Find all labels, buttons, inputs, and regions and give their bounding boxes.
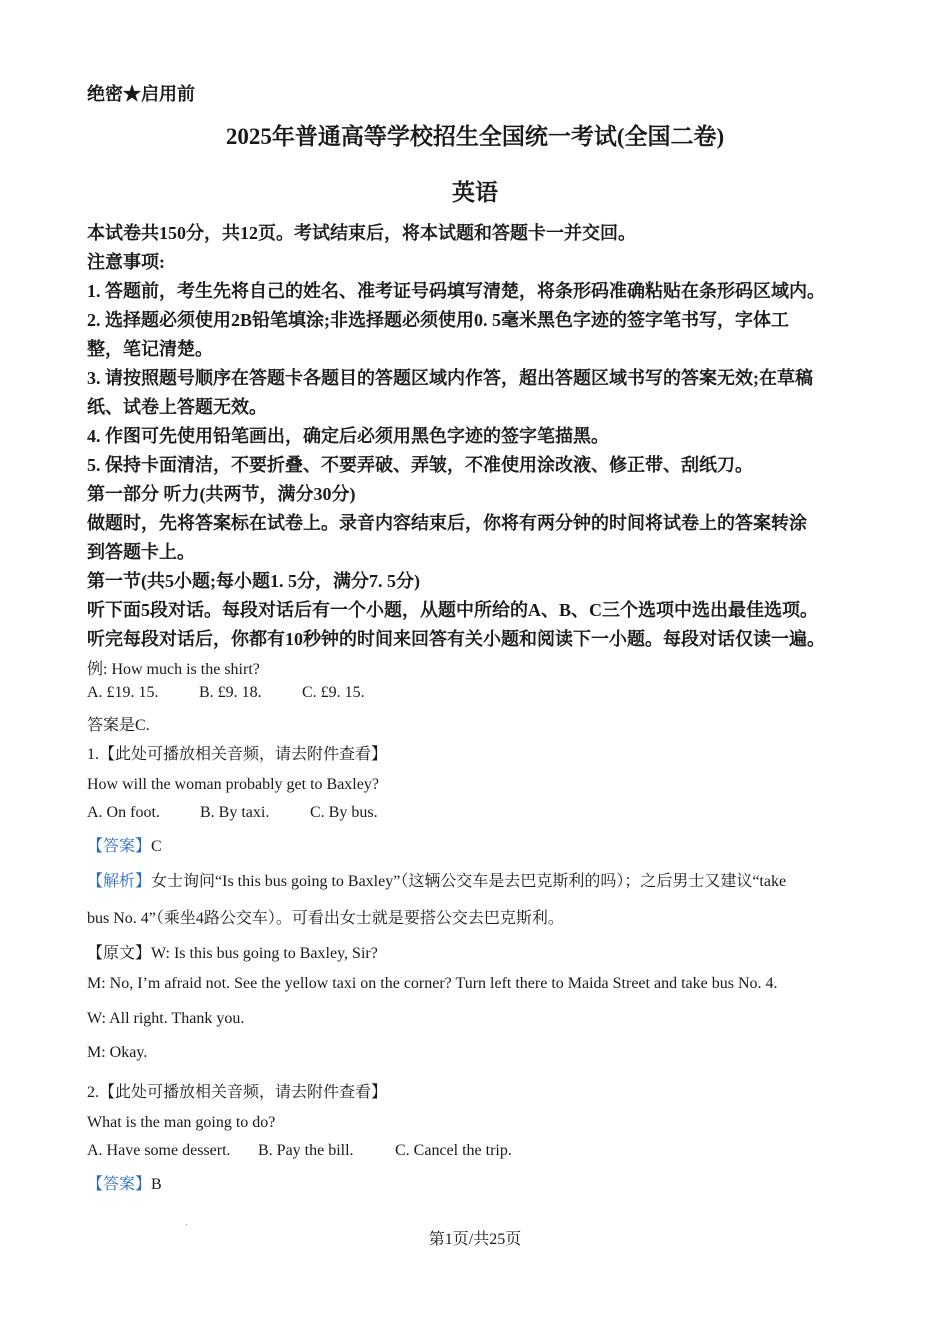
transcript-line: W: Is this bus going to Baxley, Sir?: [151, 945, 378, 962]
option-b: B. £9. 18.: [199, 684, 262, 701]
notice-item: 1. 答题前，考生先将自己的姓名、准考证号码填写清楚，将条形码准确粘贴在条形码区域内。: [87, 281, 825, 301]
q2-options: [87, 1142, 512, 1160]
notice-item: 纸、试卷上答题无效。: [87, 397, 267, 417]
q2-question: What is the man going to do?: [87, 1114, 276, 1131]
example-options: [87, 684, 365, 702]
section1-title: 第一节(共5小题;每小题1. 5分，满分7. 5分): [87, 571, 420, 591]
q1-analysis-cont: bus No. 4”（乘坐4路公交车）。可看出女士就是要搭公交去巴克斯利。: [87, 910, 564, 927]
section1-instruction: 听完每段对话后，你都有10秒钟的时间来回答有关小题和阅读下一小题。每段对话仅读一遍。: [87, 629, 825, 649]
transcript-tag: 【原文】: [87, 945, 152, 962]
part1-instruction: 到答题卡上。: [87, 542, 195, 562]
exam-summary: 本试卷共150分，共12页。考试结束后，将本试题和答题卡一并交回。: [87, 223, 636, 243]
q1-question: How will the woman probably get to Baxley?: [87, 776, 379, 793]
notice-item: 5. 保持卡面清洁，不要折叠、不要弄破、弄皱，不准使用涂改液、修正带、刮纸刀。: [87, 455, 753, 475]
analysis-tag: 【解析】: [87, 873, 152, 890]
q1-audio-link[interactable]: 1.【此处可播放相关音频，请去附件查看】: [87, 746, 388, 763]
subject-title: 英语: [452, 180, 498, 205]
q2-audio-link[interactable]: 2.【此处可播放相关音频，请去附件查看】: [87, 1084, 388, 1101]
analysis-text: 女士询问“Is this bus going to Baxley”（这辆公交车是去巴克斯利的吗）；之后男士又建议“take: [151, 873, 787, 890]
example-question: 例: How much is the shirt?: [87, 661, 260, 678]
q1-transcript: [87, 940, 378, 963]
option-c: C. By bus.: [310, 804, 378, 821]
answer-value: B: [151, 1176, 162, 1193]
option-c: C. Cancel the trip.: [395, 1142, 512, 1159]
option-a: A. £19. 15.: [87, 684, 159, 701]
part1-title: 第一部分 听力(共两节，满分30分): [87, 484, 356, 504]
answer-tag: 【答案】: [87, 838, 152, 855]
notice-item: 4. 作图可先使用铅笔画出，确定后必须用黑色字迹的签字笔描黑。: [87, 426, 609, 446]
answer-tag: 【答案】: [87, 1176, 152, 1193]
notice-title: 注意事项:: [87, 252, 165, 272]
q2-answer: [87, 1171, 162, 1194]
transcript-line: W: All right. Thank you.: [87, 1010, 245, 1027]
notice-item: 3. 请按照题号顺序在答题卡各题目的答题区域内作答，超出答题区域书写的答案无效;在草稿: [87, 368, 813, 388]
transcript-line: M: Okay.: [87, 1044, 148, 1061]
section1-instruction: 听下面5段对话。每段对话后有一个小题，从题中所给的A、B、C三个选项中选出最佳选项。: [87, 600, 818, 620]
option-a: A. Have some dessert.: [87, 1142, 231, 1159]
option-b: B. By taxi.: [200, 804, 270, 821]
notice-item: 整，笔记清楚。: [87, 339, 213, 359]
exam-title: 2025年普通高等学校招生全国统一考试(全国二卷): [225, 124, 725, 149]
page-number: 第1页/共25页: [428, 1231, 522, 1248]
notice-item: 2. 选择题必须使用2B铅笔填涂;非选择题必须使用0. 5毫米黑色字迹的签字笔书写，字体工: [87, 310, 789, 330]
option-c: C. £9. 15.: [302, 684, 365, 701]
part1-instruction: 做题时，先将答案标在试卷上。录音内容结束后，你将有两分钟的时间将试卷上的答案转涂: [87, 513, 807, 533]
answer-value: C: [151, 838, 162, 855]
q1-analysis: [87, 868, 786, 891]
option-a: A. On foot.: [87, 804, 160, 821]
option-b: B. Pay the bill.: [258, 1142, 354, 1159]
transcript-line: M: No, I’m afraid not. See the yellow taxi on the corner? Turn left there to Maida Street and take bus No. 4.: [87, 975, 778, 992]
stray-mark: [186, 1224, 187, 1225]
q1-answer: [87, 833, 162, 856]
example-answer: 答案是C.: [87, 717, 150, 734]
q1-options: [87, 804, 378, 822]
confidential-label: 绝密★启用前: [87, 84, 195, 104]
